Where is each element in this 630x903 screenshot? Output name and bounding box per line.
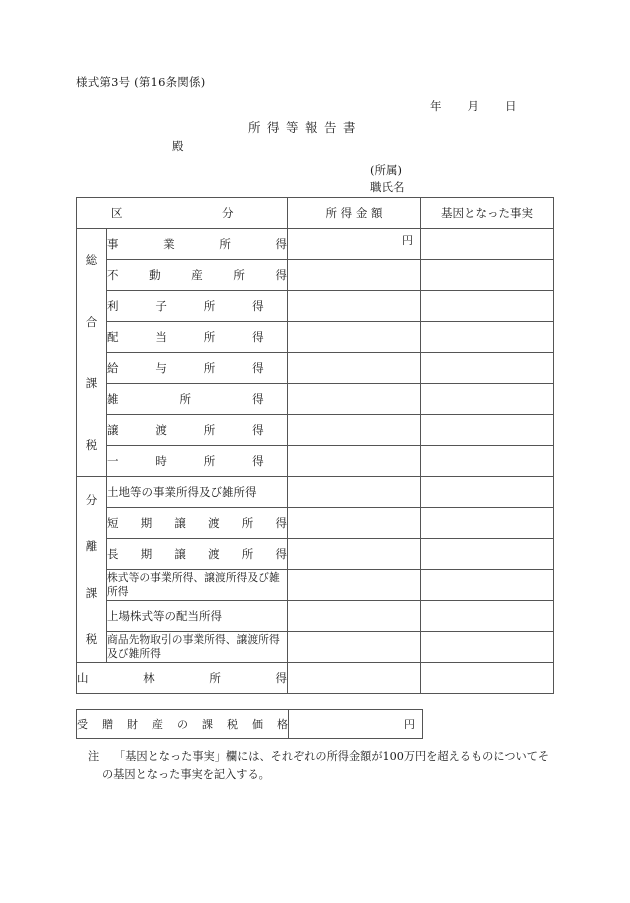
cause-cell[interactable] (421, 322, 554, 353)
footnote (88, 748, 558, 785)
item-label: 株式等の事業所得、譲渡所得及び雑所得 (107, 571, 280, 598)
amount-cell[interactable] (288, 353, 421, 384)
item-label: 不 動 産 所 得 (107, 268, 287, 282)
table-row (77, 446, 554, 477)
item-label: 雑 所 得 (107, 392, 264, 406)
item-cell (107, 260, 288, 291)
cause-cell[interactable] (421, 291, 554, 322)
table-row (77, 353, 554, 384)
item-label: 一 時 所 得 (107, 454, 264, 468)
cause-cell[interactable] (421, 632, 554, 663)
table-row (77, 384, 554, 415)
gift-label: 受 贈 財 産 の 課 税 価 格 (77, 718, 288, 731)
header-category-right: 分 (222, 206, 234, 220)
amount-cell[interactable] (288, 601, 421, 632)
gift-tax-box (76, 709, 423, 739)
amount-cell[interactable] (288, 508, 421, 539)
cause-cell[interactable] (421, 477, 554, 508)
cause-cell[interactable] (421, 539, 554, 570)
item-cell (107, 291, 288, 322)
amount-cell[interactable] (288, 570, 421, 601)
amount-cell[interactable] (288, 322, 421, 353)
table-row (77, 415, 554, 446)
item-label: 上場株式等の配当所得 (107, 609, 222, 623)
amount-cell[interactable] (288, 291, 421, 322)
income-table (76, 197, 554, 694)
amount-cell[interactable] (288, 539, 421, 570)
gift-row (77, 710, 423, 739)
cause-cell[interactable] (421, 570, 554, 601)
cause-cell[interactable] (421, 260, 554, 291)
item-cell (107, 508, 288, 539)
cause-cell[interactable] (421, 601, 554, 632)
item-label: 事 業 所 得 (107, 237, 287, 251)
item-cell (107, 229, 288, 260)
header-cause: 基因となった事実 (421, 198, 554, 229)
item-label: 配 当 所 得 (107, 330, 264, 344)
amount-cell[interactable] (288, 415, 421, 446)
item-label: 商品先物取引の事業所得、譲渡所得及び雑所得 (107, 633, 280, 660)
gift-label-cell (77, 710, 289, 739)
item-label: 短 期 譲 渡 所 得 (107, 516, 287, 530)
form-number: 様式第3号 (第16条関係) (76, 75, 206, 89)
amount-cell[interactable] (288, 384, 421, 415)
table-row (77, 229, 554, 260)
date-year-label: 年 (430, 99, 442, 113)
affiliation-label: (所属) (370, 163, 402, 177)
item-cell (107, 477, 288, 508)
page-title: 所得等報告書 (248, 120, 363, 135)
cause-cell[interactable] (421, 508, 554, 539)
header-amount: 所 得 金 額 (288, 198, 421, 229)
footnote-line-1: 「基因となった事実」欄には、それぞれの所得金額が100万円を超えるものについてそ (114, 750, 550, 763)
cause-cell[interactable] (421, 384, 554, 415)
header-category-left: 区 (111, 206, 123, 220)
item-label: 長 期 譲 渡 所 得 (107, 547, 287, 561)
group-label-0: 総 合 課 税 (77, 229, 107, 477)
addressee-honorific: 殿 (172, 139, 184, 153)
item-cell (107, 601, 288, 632)
item-cell (107, 384, 288, 415)
forestry-cause-cell[interactable] (421, 663, 554, 694)
item-label: 利 子 所 得 (107, 299, 264, 313)
amount-cell[interactable] (288, 632, 421, 663)
item-cell (107, 415, 288, 446)
item-label: 土地等の事業所得及び雑所得 (107, 485, 257, 499)
cause-cell[interactable] (421, 229, 554, 260)
forestry-amount-cell[interactable] (288, 663, 421, 694)
table-row (77, 539, 554, 570)
table-row (77, 260, 554, 291)
table-row (77, 632, 554, 663)
group-label-1: 分 離 課 税 (77, 477, 107, 663)
table-row (77, 477, 554, 508)
amount-cell[interactable] (288, 446, 421, 477)
forestry-label-cell (77, 663, 288, 694)
name-label: 職氏名 (370, 180, 405, 194)
item-cell (107, 632, 288, 663)
item-cell (107, 539, 288, 570)
table-row (77, 508, 554, 539)
forestry-row (77, 663, 554, 694)
amount-cell[interactable] (288, 477, 421, 508)
footnote-marker: 注 (88, 750, 100, 763)
yen-symbol: 円 (404, 718, 415, 731)
item-cell (107, 353, 288, 384)
cause-cell[interactable] (421, 353, 554, 384)
item-cell (107, 446, 288, 477)
item-cell (107, 322, 288, 353)
table-header-row (77, 198, 554, 229)
header-category (77, 198, 288, 229)
item-label: 譲 渡 所 得 (107, 423, 264, 437)
gift-amount-cell[interactable] (289, 710, 423, 739)
cause-cell[interactable] (421, 446, 554, 477)
table-row (77, 570, 554, 601)
date-line (430, 98, 517, 114)
amount-cell[interactable] (288, 229, 421, 260)
table-row (77, 601, 554, 632)
cause-cell[interactable] (421, 415, 554, 446)
item-cell (107, 570, 288, 601)
amount-cell[interactable] (288, 260, 421, 291)
table-row (77, 322, 554, 353)
footnote-line-2: の基因となった事実を記入する。 (102, 768, 270, 782)
table-row (77, 291, 554, 322)
date-day-label: 日 (505, 99, 517, 113)
item-label: 給 与 所 得 (107, 361, 264, 375)
date-month-label: 月 (467, 99, 479, 113)
item-label: 山 林 所 得 (77, 671, 287, 685)
yen-symbol: 円 (402, 234, 413, 247)
